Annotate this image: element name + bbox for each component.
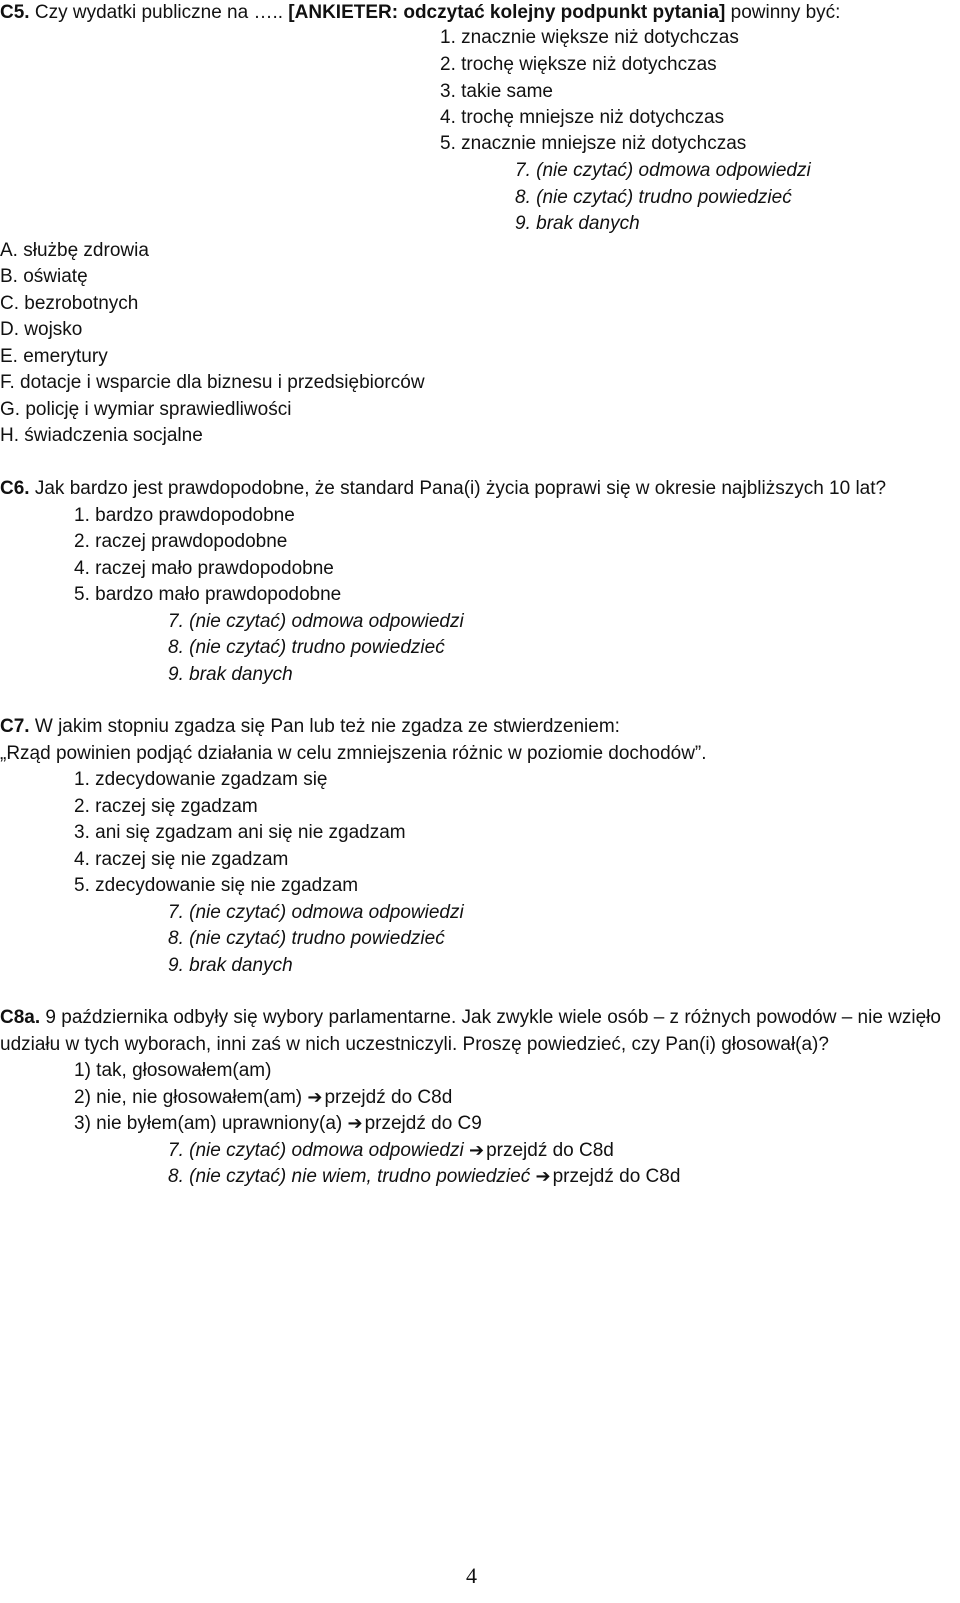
c7-special-option: 9. brak danych: [168, 955, 293, 976]
c7-question: [0, 714, 620, 740]
c8a-option-1: 1) tak, głosowałem(am): [74, 1060, 272, 1081]
c6-option: 2. raczej prawdopodobne: [74, 531, 288, 552]
c5-item: C. bezrobotnych: [0, 293, 139, 314]
c6-option: 5. bardzo mało prawdopodobne: [74, 584, 342, 605]
c5-option: 4. trochę mniejsze niż dotychczas: [440, 107, 725, 128]
c5-option: 2. trochę większe niż dotychczas: [440, 54, 717, 75]
c7-statement: „Rząd powinien podjąć działania w celu zmniejszenia różnic w poziomie dochodów”.: [0, 743, 707, 764]
c8a-option-2-jump: przejdź do C8d: [324, 1087, 453, 1108]
right-arrow-icon: ➔: [468, 1140, 485, 1161]
c8a-option-8-text: 8. (nie czytać) nie wiem, trudno powiedzieć: [168, 1166, 536, 1187]
c8a-option-3-text: 3) nie byłem(am) uprawniony(a): [74, 1113, 348, 1134]
c8a-option-7-jump: przejdź do C8d: [486, 1140, 614, 1161]
c5-text-after: powinny być:: [725, 2, 841, 23]
c7-option: 3. ani się zgadzam ani się nie zgadzam: [74, 822, 406, 843]
c5-item: D. wojsko: [0, 319, 83, 340]
c8a-option-8: [168, 1164, 680, 1190]
c5-special-option: 7. (nie czytać) odmowa odpowiedzi: [515, 160, 811, 181]
c5-item: H. świadczenia socjalne: [0, 425, 203, 446]
c5-option: 1. znacznie większe niż dotychczas: [440, 27, 739, 48]
page-number: 4: [466, 1563, 477, 1588]
c5-text-before: Czy wydatki publiczne na …..: [29, 2, 289, 23]
c8a-label: C8a.: [0, 1007, 41, 1028]
c5-item: B. oświatę: [0, 266, 88, 287]
c5-label: C5.: [0, 2, 30, 23]
right-arrow-icon: ➔: [347, 1113, 363, 1134]
c8a-question: [0, 1005, 941, 1031]
c5-option: 3. takie same: [440, 81, 553, 102]
c5-item: F. dotacje i wsparcie dla biznesu i przedsiębiorców: [0, 372, 425, 393]
c6-question-text: Jak bardzo jest prawdopodobne, że standard Pana(i) życia poprawi się w okresie najbliższych 10 lat?: [29, 478, 887, 499]
c5-option: 5. znacznie mniejsze niż dotychczas: [440, 133, 747, 154]
c6-special-option: 9. brak danych: [168, 664, 293, 685]
c6-special-option: 8. (nie czytać) trudno powiedzieć: [168, 637, 445, 658]
c8a-option-7-text: 7. (nie czytać) odmowa odpowiedzi: [168, 1140, 469, 1161]
c5-special-option: 9. brak danych: [515, 213, 640, 234]
c8a-option-3: [74, 1111, 482, 1137]
c7-question-text: W jakim stopniu zgadza się Pan lub też nie zgadza ze stwierdzeniem:: [29, 716, 620, 737]
right-arrow-icon: ➔: [535, 1166, 551, 1187]
c8a-question-line2: udziału w tych wyborach, inni zaś w nich uczestniczyli. Proszę powiedzieć, czy Pan(i) głosował(a)?: [0, 1034, 829, 1055]
c6-label: C6.: [0, 478, 30, 499]
c8a-option-8-jump: przejdź do C8d: [552, 1166, 681, 1187]
c5-special-option: 8. (nie czytać) trudno powiedzieć: [515, 187, 792, 208]
c5-question: [0, 0, 840, 26]
c7-label: C7.: [0, 716, 30, 737]
c8a-option-2-text: 2) nie, nie głosowałem(am): [74, 1087, 308, 1108]
c6-special-option: 7. (nie czytać) odmowa odpowiedzi: [168, 611, 464, 632]
c6-option: 1. bardzo prawdopodobne: [74, 505, 295, 526]
c8a-question-line1: 9 października odbyły się wybory parlamentarne. Jak zwykle wiele osób – z różnych powodów – nie wzięło: [40, 1007, 941, 1028]
right-arrow-icon: ➔: [307, 1087, 323, 1108]
c7-option: 5. zdecydowanie się nie zgadzam: [74, 875, 359, 896]
c7-special-option: 7. (nie czytać) odmowa odpowiedzi: [168, 902, 464, 923]
c5-item: E. emerytury: [0, 346, 108, 367]
c6-question: [0, 476, 886, 502]
c7-option: 4. raczej się nie zgadzam: [74, 849, 289, 870]
c5-item: G. policję i wymiar sprawiedliwości: [0, 399, 292, 420]
c5-interviewer-note: [ANKIETER: odczytać kolejny podpunkt pytania]: [288, 2, 726, 23]
c8a-option-2: [74, 1085, 452, 1111]
c7-special-option: 8. (nie czytać) trudno powiedzieć: [168, 928, 445, 949]
c8a-option-7: [168, 1138, 614, 1164]
c6-option: 4. raczej mało prawdopodobne: [74, 558, 334, 579]
c7-option: 1. zdecydowanie zgadzam się: [74, 769, 328, 790]
c7-option: 2. raczej się zgadzam: [74, 796, 258, 817]
c5-item: A. służbę zdrowia: [0, 240, 149, 261]
c8a-option-3-jump: przejdź do C9: [364, 1113, 482, 1134]
